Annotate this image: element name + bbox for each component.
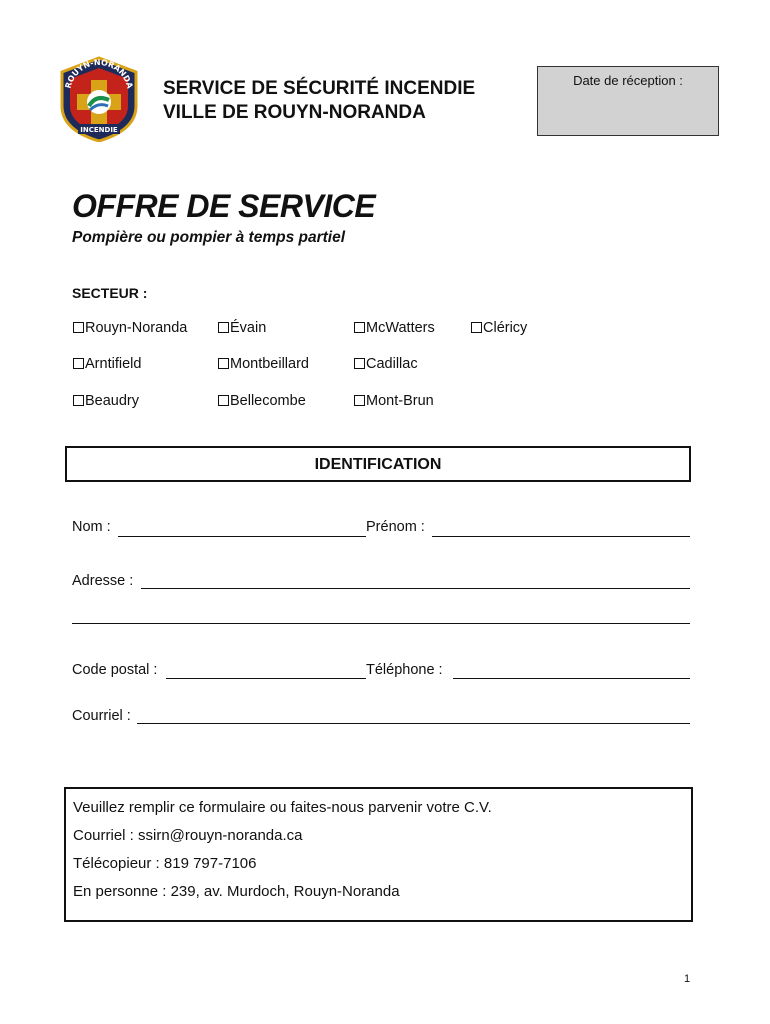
secteur-option-rouyn-noranda[interactable]: Rouyn-Noranda	[73, 320, 187, 336]
secteur-label: SECTEUR :	[72, 285, 148, 301]
secteur-option-arntifield[interactable]: Arntifield	[73, 356, 141, 372]
secteur-option-evain[interactable]: Évain	[218, 320, 266, 336]
adresse-field[interactable]	[141, 588, 690, 589]
code-postal-field[interactable]	[166, 678, 366, 679]
secteur-option-cadillac[interactable]: Cadillac	[354, 356, 418, 372]
checkbox-icon[interactable]	[354, 358, 365, 369]
nom-field[interactable]	[118, 536, 366, 537]
logo-top-text: ROUYN-NORANDA	[63, 57, 135, 90]
agency-line-1: SERVICE DE SÉCURITÉ INCENDIE	[163, 78, 476, 99]
agency-line-2: VILLE DE ROUYN-NORANDA	[163, 102, 426, 123]
checkbox-icon[interactable]	[471, 322, 482, 333]
info-instructions: Veuillez remplir ce formulaire ou faites-nous parvenir votre C.V.	[73, 799, 492, 816]
checkbox-icon[interactable]	[73, 395, 84, 406]
checkbox-icon[interactable]	[354, 395, 365, 406]
checkbox-icon[interactable]	[73, 322, 84, 333]
agency-name	[163, 77, 475, 125]
info-email: Courriel : ssirn@rouyn-noranda.ca	[73, 827, 303, 844]
adresse-label: Adresse :	[72, 573, 134, 589]
checkbox-icon[interactable]	[218, 358, 229, 369]
prenom-field[interactable]	[432, 536, 690, 537]
info-in-person: En personne : 239, av. Murdoch, Rouyn-Noranda	[73, 883, 400, 900]
form-subtitle: Pompière ou pompier à temps partiel	[72, 229, 346, 246]
page-number: 1	[684, 973, 691, 985]
secteur-option-beaudry[interactable]: Beaudry	[73, 393, 139, 409]
prenom-label: Prénom :	[366, 519, 425, 535]
identification-heading: IDENTIFICATION	[65, 446, 691, 482]
secteur-option-mont-brun[interactable]: Mont-Brun	[354, 393, 434, 409]
form-title: OFFRE DE SERVICE	[72, 188, 376, 224]
logo-bottom-text: INCENDIE	[80, 126, 118, 134]
checkbox-icon[interactable]	[354, 322, 365, 333]
courriel-label: Courriel :	[72, 708, 131, 724]
secteur-option-bellecombe[interactable]: Bellecombe	[218, 393, 306, 409]
checkbox-icon[interactable]	[218, 322, 229, 333]
code-postal-label: Code postal :	[72, 662, 158, 678]
reception-date-label: Date de réception :	[573, 73, 683, 88]
checkbox-icon[interactable]	[73, 358, 84, 369]
checkbox-icon[interactable]	[218, 395, 229, 406]
secteur-option-montbeillard[interactable]: Montbeillard	[218, 356, 309, 372]
adresse-field-line-2[interactable]	[72, 623, 690, 624]
info-fax: Télécopieur : 819 797-7106	[73, 855, 257, 872]
telephone-label: Téléphone :	[366, 662, 443, 678]
secteur-option-clericy[interactable]: Cléricy	[471, 320, 527, 336]
reception-date-box[interactable]	[537, 66, 719, 136]
courriel-field[interactable]	[137, 723, 690, 724]
nom-label: Nom :	[72, 519, 111, 535]
submission-info-box	[64, 787, 693, 922]
secteur-option-mcwatters[interactable]: McWatters	[354, 320, 435, 336]
fire-department-badge-icon	[56, 56, 142, 142]
telephone-field[interactable]	[453, 678, 690, 679]
